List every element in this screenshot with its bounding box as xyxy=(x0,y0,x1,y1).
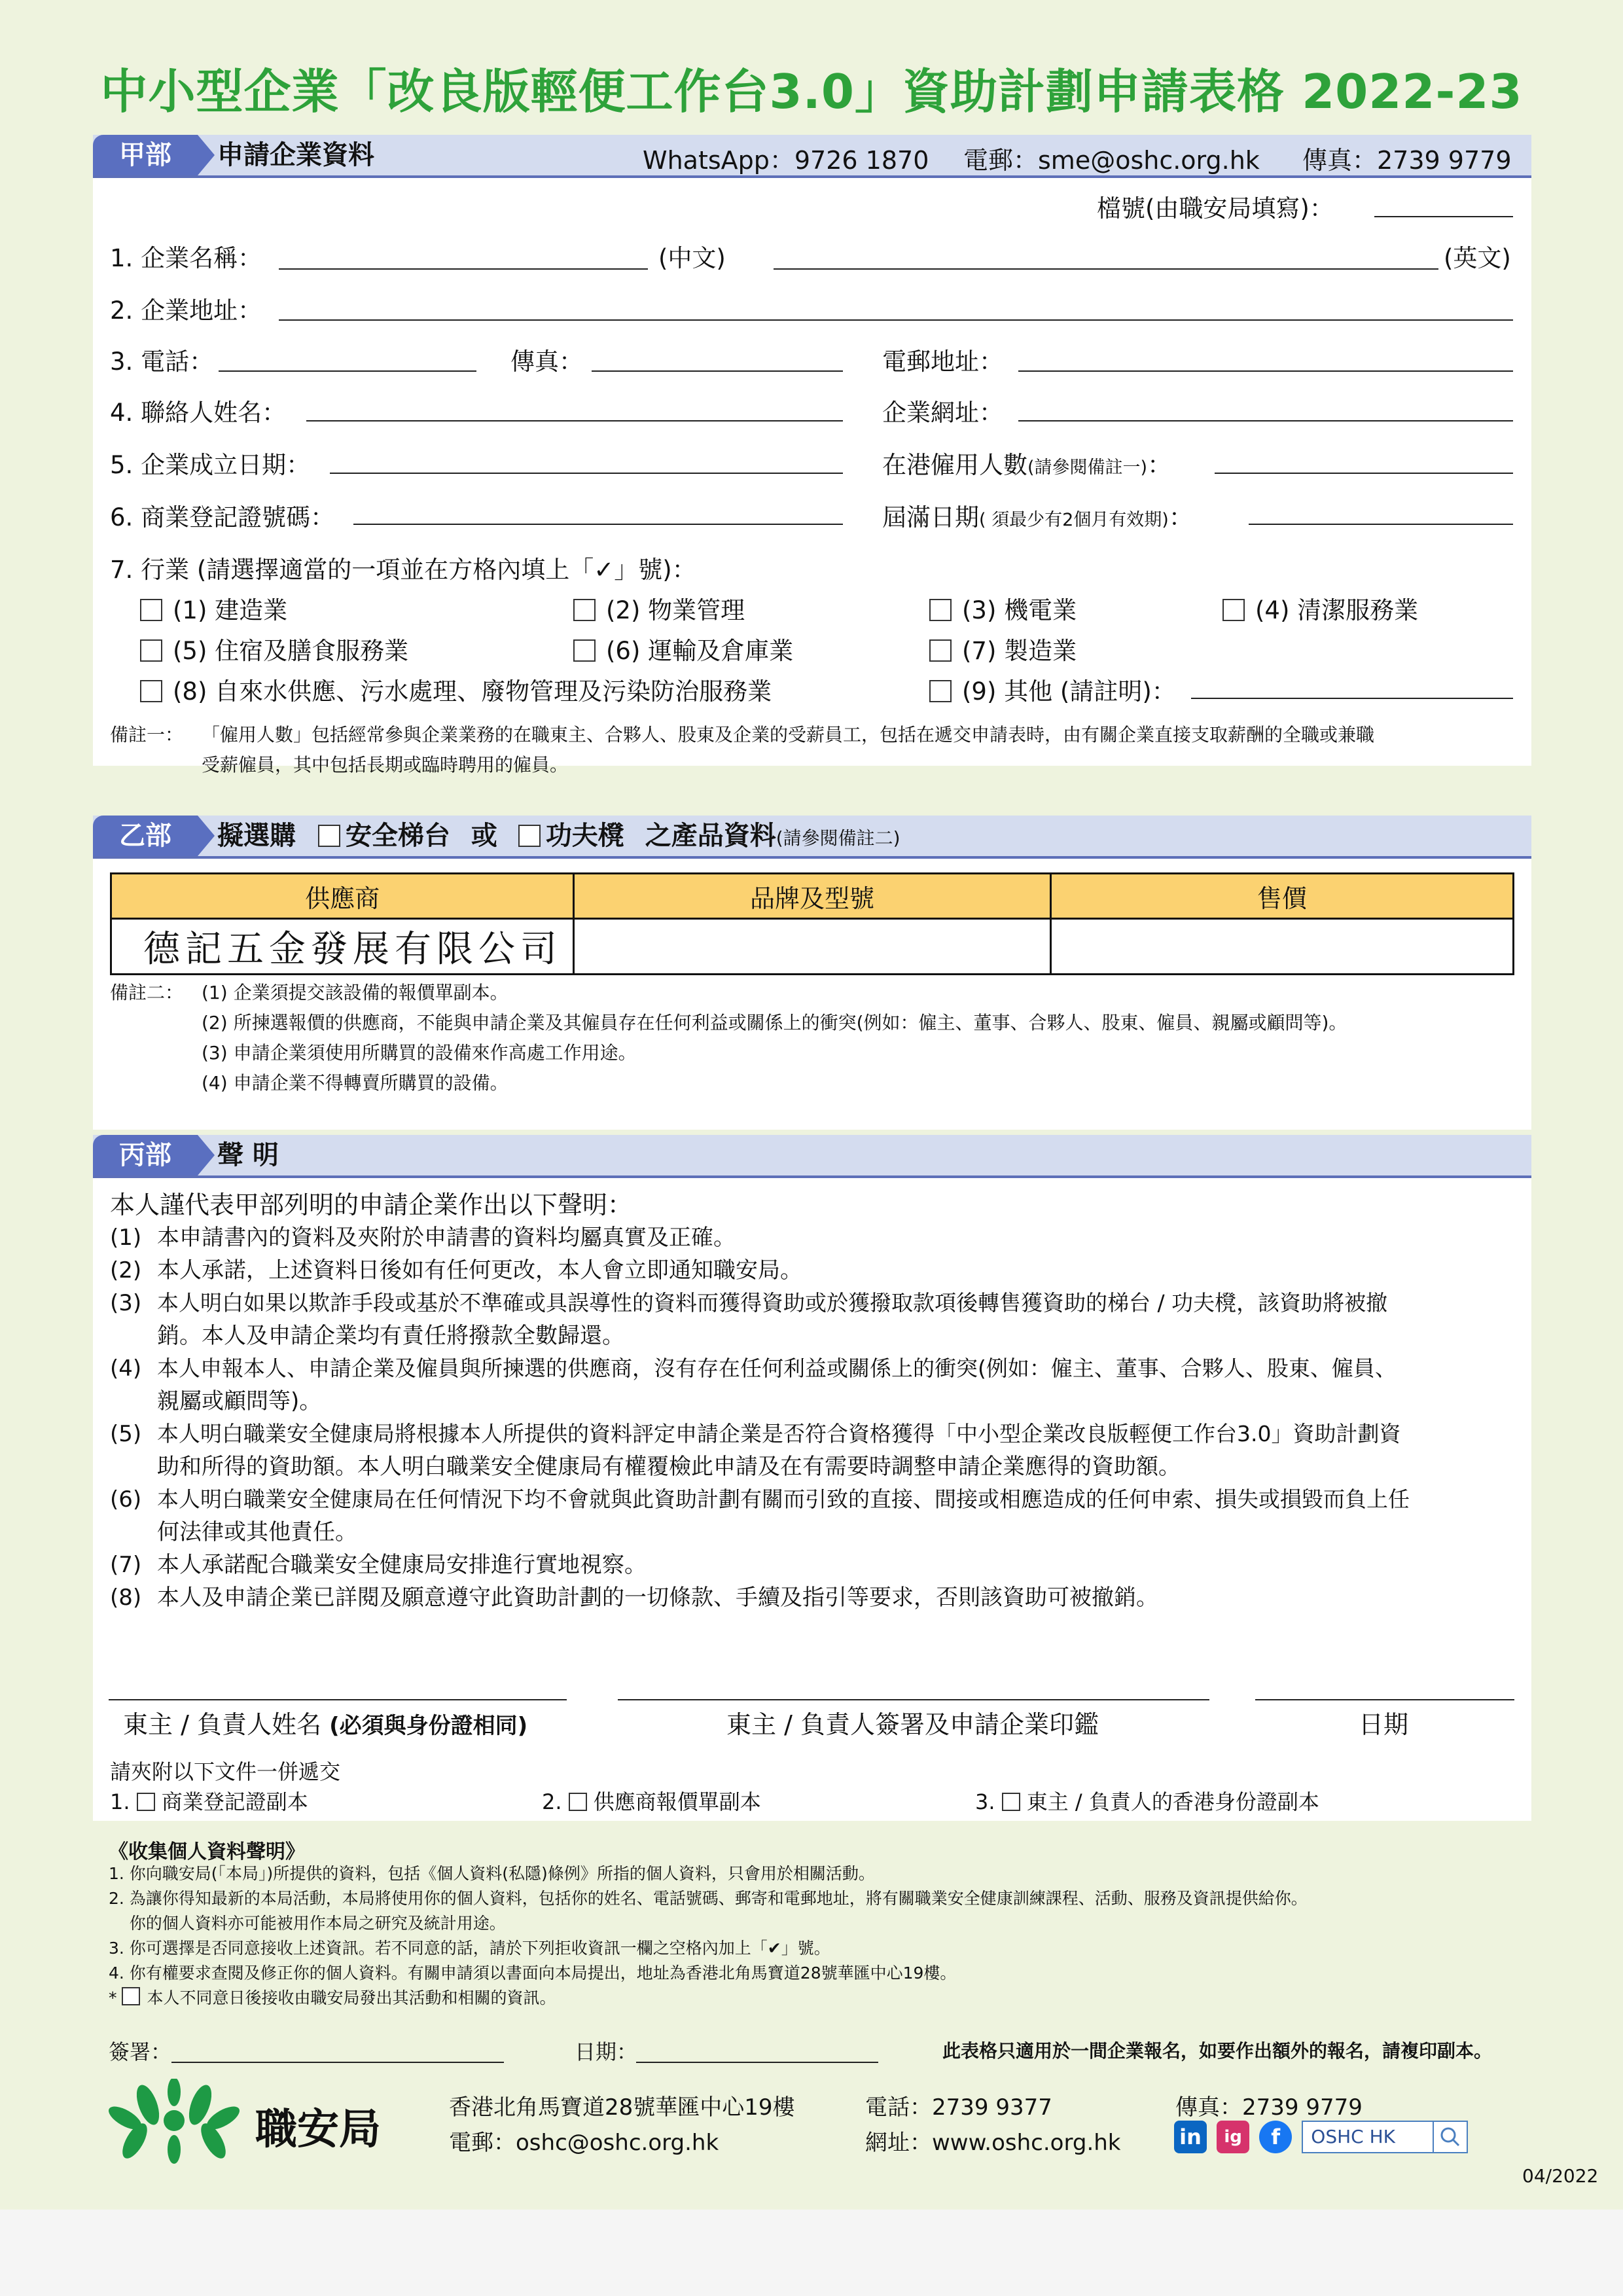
col-brand-model: 品牌及型號 xyxy=(574,874,1051,919)
checkbox[interactable] xyxy=(569,1793,587,1811)
declaration-item: (8) 本人及申請企業已詳閱及願意遵守此資助計劃的一切條款、手續及指引等要求，否則該資助可被撤銷。 xyxy=(110,1585,1158,1611)
privacy-title: 《收集個人資料聲明》 xyxy=(109,1840,305,1863)
note2-item-1: (1) 企業須提交該設備的報價單副本。 xyxy=(202,982,508,1003)
privacy-date-label: 日期： xyxy=(575,2039,638,2064)
checkbox[interactable] xyxy=(929,639,952,662)
checkbox[interactable] xyxy=(1002,1793,1020,1811)
whatsapp-text: WhatsApp：9726 1870 xyxy=(643,146,929,175)
company-name-en-field[interactable] xyxy=(774,268,1438,270)
instagram-icon[interactable]: ig xyxy=(1217,2121,1249,2153)
company-name-cn-suffix: (中文) xyxy=(658,244,726,272)
established-date-field[interactable] xyxy=(330,473,843,474)
supplier-cell[interactable]: 德記五金發展有限公司 xyxy=(111,919,574,975)
email-address-label: 電郵地址： xyxy=(882,348,1003,376)
part-b-tag: 乙部 xyxy=(93,816,198,856)
expiry-colon: ： xyxy=(1168,503,1193,531)
privacy-sign-field[interactable] xyxy=(171,2062,504,2063)
industry-option-2[interactable]: (2) 物業管理 xyxy=(573,590,745,626)
industry-option-8[interactable]: (8) 自來水供應、污水處理、廢物管理及污染防治服務業 xyxy=(140,672,772,707)
signature-date-field[interactable] xyxy=(1255,1699,1514,1700)
contact-name-field[interactable] xyxy=(306,420,843,422)
footer-email: 電郵：oshc@oshc.org.hk xyxy=(449,2130,719,2156)
declaration-item: (3) 本人明白如果以欺詐手段或基於不準確或具誤導性的資料而獲得資助或於獲撥取款項後轉售獲資助的梯台 / 功夫櫈，該資助將被撤 銷。本人及申請企業均有責任將撥款全數歸還。 xyxy=(110,1290,1388,1349)
part-a-title: 申請企業資料 xyxy=(217,140,374,170)
expiry-label xyxy=(882,497,1193,533)
owner-name-label: 東主 / 負責人姓名 (必須與身份證相同) xyxy=(123,1710,528,1739)
industry-option-5[interactable]: (5) 住宿及膳食服務業 xyxy=(140,631,408,666)
industry-other-field[interactable] xyxy=(1191,698,1513,699)
checkbox[interactable] xyxy=(929,599,952,621)
table-row xyxy=(111,919,1514,975)
file-no-line[interactable] xyxy=(1374,216,1513,217)
checkbox[interactable] xyxy=(573,599,596,621)
expiry-field[interactable] xyxy=(1249,524,1513,525)
privacy-sign-label: 簽署： xyxy=(109,2039,172,2064)
checkbox[interactable] xyxy=(929,680,952,702)
fax-field[interactable] xyxy=(592,370,843,372)
attachment-2[interactable]: 2. 供應商報價單副本 xyxy=(542,1789,761,1814)
part-b-title: 擬選購 安全梯台 或 功夫櫈 之產品資料(請參閱備註二) xyxy=(217,821,901,851)
industry-option-9[interactable]: (9) 其他 (請註明)： xyxy=(929,672,1176,707)
phone-label: 3. 電話： xyxy=(110,348,214,376)
checkbox[interactable] xyxy=(140,639,162,662)
part-b-header xyxy=(93,816,1531,859)
footer-fax: 傳真：2739 9779 xyxy=(1175,2094,1363,2121)
email-address-field[interactable] xyxy=(1018,370,1513,372)
owner-name-field[interactable] xyxy=(109,1699,567,1700)
owner-signature-field[interactable] xyxy=(618,1699,1209,1700)
checkbox-safety-platform[interactable] xyxy=(318,825,340,847)
declaration-item: (5) 本人明白職業安全健康局將根據本人所提供的資料評定申請企業是否符合資格獲得「中小型企業改良版輕便工作台3.0」資助計劃資 助和所得的資助額。本人明白職業安全健康局有權覆檢此申請及在有需要時調整申請企業應得的資助額。 xyxy=(110,1421,1401,1480)
expiry-note: ( 須最少有2個月有效期) xyxy=(979,510,1169,530)
checkbox[interactable] xyxy=(140,599,162,621)
privacy-date-field[interactable] xyxy=(636,2062,878,2063)
website-label: 企業網址： xyxy=(882,399,1003,427)
company-name-cn-field[interactable] xyxy=(279,268,648,270)
footer-web: 網址：www.oshc.org.hk xyxy=(865,2130,1121,2156)
checkbox[interactable] xyxy=(140,680,162,702)
part-a-header xyxy=(93,135,1531,178)
social-icons xyxy=(1174,2121,1468,2153)
employees-colon: ： xyxy=(1147,451,1172,479)
privacy-lines: 1. 你向職安局(「本局」)所提供的資料，包括《個人資料(私隱)條例》所指的個人資料，只會用於相關活動。 2. 為讓你得知最新的本局活動，本局將使用你的個人資料，包括你的姓名、電話號碼、郵寄和電郵地址，將有關職業安全健康訓練課程、活動、服務及資訊提供給你。 你的個人資料亦可能被用作本局之研究及統計用途。 3. 你可選擇是否同意接收上述資訊。若不同意的話，請於下列拒收資訊一欄之空格內加上「✔」號。 4. 你有權要求查閱及修正你的個人資料。有關申請須以書面向本局提出，地址為香港北角馬寶道28號華匯中心19樓。 * 本人不同意日後接收由職安局發出其活動和相關的資訊。 xyxy=(109,1861,1308,2011)
email-text: 電郵：sme@oshc.org.hk xyxy=(963,146,1260,175)
br-number-field[interactable] xyxy=(353,524,843,525)
checkbox-step-stool[interactable] xyxy=(518,825,541,847)
oshc-logo-text: 職安局 xyxy=(255,2105,381,2154)
company-address-label: 2. 企業地址： xyxy=(110,296,262,325)
phone-field[interactable] xyxy=(219,370,476,372)
checkbox[interactable] xyxy=(1222,599,1245,621)
page-bottom-strip xyxy=(0,2210,1623,2296)
file-no-label: 檔號(由職安局填寫)： xyxy=(1097,194,1334,223)
note2-item-3: (3) 申請企業須使用所購買的設備來作高處工作用途。 xyxy=(202,1042,637,1064)
part-c-header xyxy=(93,1135,1531,1178)
declaration-item: (7) 本人承諾配合職業安全健康局安排進行實地視察。 xyxy=(110,1552,647,1578)
part-c-tag: 丙部 xyxy=(93,1135,198,1175)
part-c-title: 聲 明 xyxy=(217,1140,279,1170)
one-company-note: 此表格只適用於一間企業報名，如要作出額外的報名，請複印副本。 xyxy=(942,2040,1493,2062)
note1-line1: 「僱用人數」包括經常參與企業業務的在職東主、合夥人、股東及企業的受薪員工，包括在遞交申請表時，由有關企業直接支取薪酬的全職或兼職 xyxy=(202,724,1375,745)
footer-address: 香港北角馬寶道28號華匯中心19樓 xyxy=(449,2094,795,2121)
note1-label: 備註一： xyxy=(110,724,184,745)
company-name-label: 1. 企業名稱： xyxy=(110,244,262,272)
fax-text: 傳真：2739 9779 xyxy=(1302,146,1512,175)
contact-name-label: 4. 聯絡人姓名： xyxy=(110,399,287,427)
owner-signature-label: 東主 / 負責人簽署及申請企業印鑑 xyxy=(726,1710,1099,1739)
industry-option-3[interactable]: (3) 機電業 xyxy=(929,590,1077,626)
employees-field[interactable] xyxy=(1215,473,1513,474)
established-date-label: 5. 企業成立日期： xyxy=(110,451,311,479)
col-supplier: 供應商 xyxy=(111,874,574,919)
search-box[interactable] xyxy=(1302,2121,1468,2153)
product-table xyxy=(110,872,1514,975)
note1-line2: 受薪僱員，其中包括長期或臨時聘用的僱員。 xyxy=(202,754,569,776)
company-name-en-suffix: (英文) xyxy=(1444,244,1511,272)
industry-option-4[interactable]: (4) 清潔服務業 xyxy=(1222,590,1418,626)
attachment-3[interactable]: 3. 東主 / 負責人的香港身份證副本 xyxy=(975,1789,1319,1814)
industry-label: 7. 行業 (請選擇適當的一項並在方格內填上「✓」號)： xyxy=(110,556,696,584)
note2-item-2: (2) 所揀選報價的供應商，不能與申請企業及其僱員存在任何利益或關係上的衝突(例如：僱主、董事、合夥人、股東、僱員、親屬或顧問等)。 xyxy=(202,1012,1347,1033)
note2-label: 備註二： xyxy=(110,982,184,1003)
col-price: 售價 xyxy=(1050,874,1513,919)
declaration-item: (6) 本人明白職業安全健康局在任何情況下均不會就與此資助計劃有關而引致的直接、間接或相應造成的任何申索、損失或損毀而負上任 何法律或其他責任。 xyxy=(110,1486,1410,1545)
checkbox[interactable] xyxy=(573,639,596,662)
declaration-item: (4) 本人申報本人、申請企業及僱員與所揀選的供應商，沒有存在任何利益或關係上的衝突(例如：僱主、董事、合夥人、股東、僱員、 親屬或顧問等)。 xyxy=(110,1355,1397,1414)
website-field[interactable] xyxy=(1018,420,1513,422)
checkbox[interactable] xyxy=(137,1793,155,1811)
search-icon[interactable] xyxy=(1433,2122,1467,2152)
company-address-field[interactable] xyxy=(279,319,1513,321)
privacy-optout[interactable]: * 本人不同意日後接收由職安局發出其活動和相關的資訊。 xyxy=(109,1988,556,2007)
declaration-intro: 本人謹代表甲部列明的申請企業作出以下聲明： xyxy=(110,1191,633,1219)
industry-option-6[interactable]: (6) 運輸及倉庫業 xyxy=(573,631,793,666)
part-a-tag: 甲部 xyxy=(93,135,198,175)
declaration-item: (1) 本申請書內的資料及夾附於申請書的資料均屬真實及正確。 xyxy=(110,1225,736,1251)
note2-item-4: (4) 申請企業不得轉賣所購買的設備。 xyxy=(202,1072,508,1094)
employees-text: 在港僱用人數 xyxy=(882,451,1027,479)
employees-label xyxy=(882,445,1171,480)
facebook-icon[interactable]: f xyxy=(1259,2121,1292,2153)
page-title: 中小型企業「改良版輕便工作台3.0」資助計劃申請表格 2022-23 xyxy=(100,64,1523,119)
linkedin-icon[interactable]: in xyxy=(1174,2121,1207,2153)
br-number-label: 6. 商業登記證號碼： xyxy=(110,503,335,531)
industry-option-7[interactable]: (7) 製造業 xyxy=(929,631,1077,666)
checkbox-optout[interactable] xyxy=(122,1987,140,2005)
form-version: 04/2022 xyxy=(1522,2165,1599,2187)
price-cell[interactable] xyxy=(1050,919,1513,975)
industry-option-1[interactable]: (1) 建造業 xyxy=(140,590,287,626)
search-text: OSHC HK xyxy=(1311,2126,1396,2147)
declaration-list xyxy=(110,1221,1517,1614)
declaration-item: (2) 本人承諾，上述資料日後如有任何更改，本人會立即通知職安局。 xyxy=(110,1257,802,1283)
oshc-logo-icon xyxy=(109,2079,240,2164)
fax-label: 傳真： xyxy=(510,348,583,376)
attachment-1[interactable]: 1. 商業登記證副本 xyxy=(110,1789,308,1814)
employees-note: (請參閱備註一) xyxy=(1027,457,1148,478)
brand-model-cell[interactable] xyxy=(574,919,1051,975)
expiry-text: 屆滿日期 xyxy=(882,503,979,531)
footer-phone: 電話：2739 9377 xyxy=(865,2094,1052,2121)
signature-date-label: 日期 xyxy=(1359,1710,1409,1739)
attachments-intro: 請夾附以下文件一併遞交 xyxy=(110,1759,341,1784)
